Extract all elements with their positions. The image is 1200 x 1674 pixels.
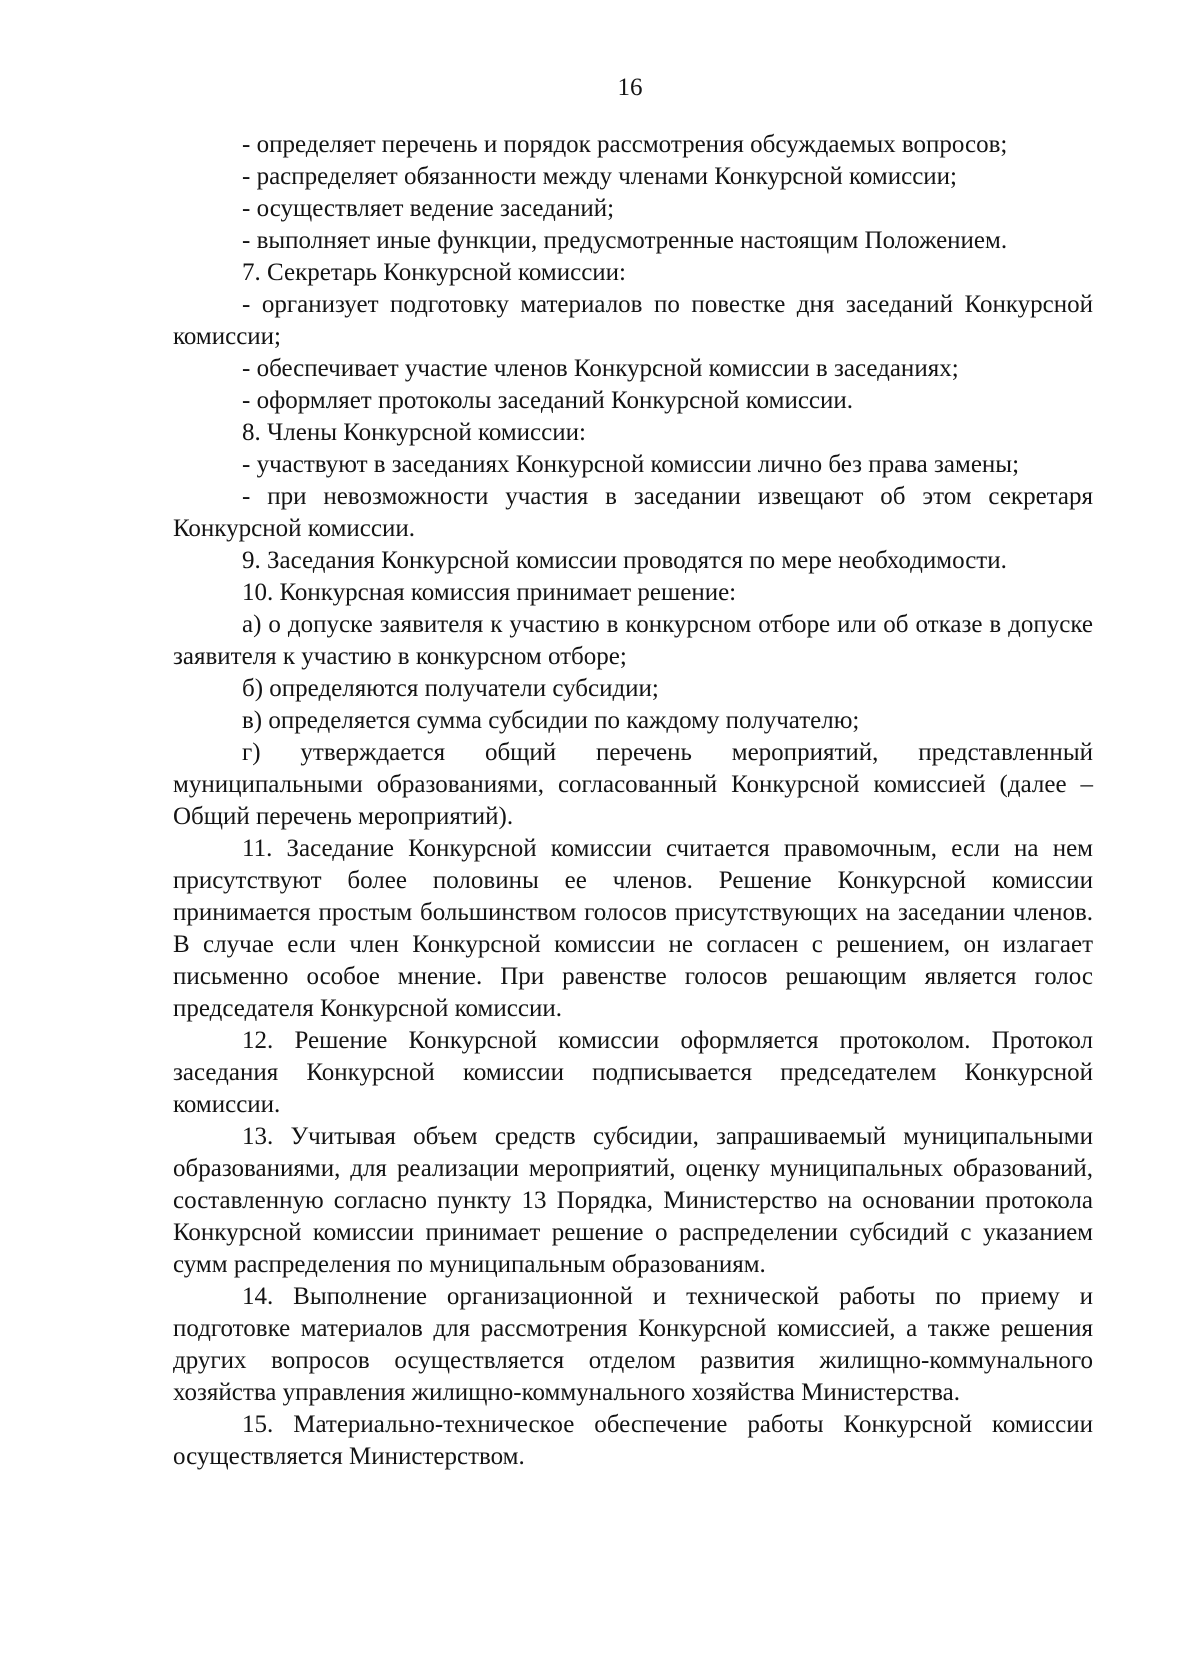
paragraph-11: - при невозможности участия в заседании извещают об этом секретаря Конкурсной комиссии.	[173, 483, 1093, 542]
paragraph-4: - выполняет иные функции, предусмотренные настоящим Положением.	[242, 227, 1008, 254]
paragraph-18: 11. Заседание Конкурсной комиссии считается правомочным, если на нем присутствуют более половины ее членов. Решение Конкурсной комиссии принимается простым большинством голосов присутствующих на заседании членов. В случае если член Конкурсной комиссии не согласен с решением, он излагает письменно особое мнение. При равенстве голосов решающим является голос председателя Конкурсной комиссии.	[173, 835, 1093, 1022]
paragraph-13: 10. Конкурсная комиссия принимает решение:	[242, 579, 737, 606]
paragraph-8: - оформляет протоколы заседаний Конкурсной комиссии.	[242, 387, 854, 414]
page-number: 16	[617, 74, 643, 101]
paragraph-20: 13. Учитывая объем средств субсидии, запрашиваемый муниципальными образованиями, для реализации мероприятий, оценку муниципальных образований, составленную согласно пункту 13 Порядка, Министерство на основании протокола Конкурсной комиссии принимает решение о распределении субсидий с указанием сумм распределения по муниципальным образованиям.	[173, 1123, 1093, 1278]
paragraph-6: - организует подготовку материалов по повестке дня заседаний Конкурсной комиссии;	[173, 291, 1093, 350]
paragraph-2: - распределяет обязанности между членами Конкурсной комиссии;	[242, 163, 958, 190]
paragraph-21: 14. Выполнение организационной и технической работы по приему и подготовке материалов для рассмотрения Конкурсной комиссией, а также решения других вопросов осуществляется отделом развития жилищно-коммунального хозяйства управления жилищно-коммунального хозяйства Министерства.	[173, 1283, 1093, 1406]
paragraph-16: в) определяется сумма субсидии по каждому получателю;	[242, 707, 860, 734]
paragraph-14: а) о допуске заявителя к участию в конкурсном отборе или об отказе в допуске заявителя к участию в конкурсном отборе;	[173, 611, 1093, 670]
paragraph-22: 15. Материально-техническое обеспечение работы Конкурсной комиссии осуществляется Министерством.	[173, 1411, 1093, 1470]
paragraph-5: 7. Секретарь Конкурсной комиссии:	[242, 259, 626, 286]
document-body	[173, 129, 1093, 1473]
paragraph-15: б) определяются получатели субсидии;	[242, 675, 659, 702]
paragraph-9: 8. Члены Конкурсной комиссии:	[242, 419, 586, 446]
paragraph-1: - определяет перечень и порядок рассмотрения обсуждаемых вопросов;	[242, 131, 1008, 158]
paragraph-10: - участвуют в заседаниях Конкурсной комиссии лично без права замены;	[242, 451, 1020, 478]
paragraph-12: 9. Заседания Конкурсной комиссии проводятся по мере необходимости.	[242, 547, 1007, 574]
paragraph-17: г) утверждается общий перечень мероприятий, представленный муниципальными образованиями, согласованный Конкурсной комиссией (далее – Общий перечень мероприятий).	[173, 739, 1093, 830]
paragraph-7: - обеспечивает участие членов Конкурсной комиссии в заседаниях;	[242, 355, 959, 382]
paragraph-19: 12. Решение Конкурсной комиссии оформляется протоколом. Протокол заседания Конкурсной комиссии подписывается председателем Конкурсной комиссии.	[173, 1027, 1093, 1118]
paragraph-3: - осуществляет ведение заседаний;	[242, 195, 615, 222]
